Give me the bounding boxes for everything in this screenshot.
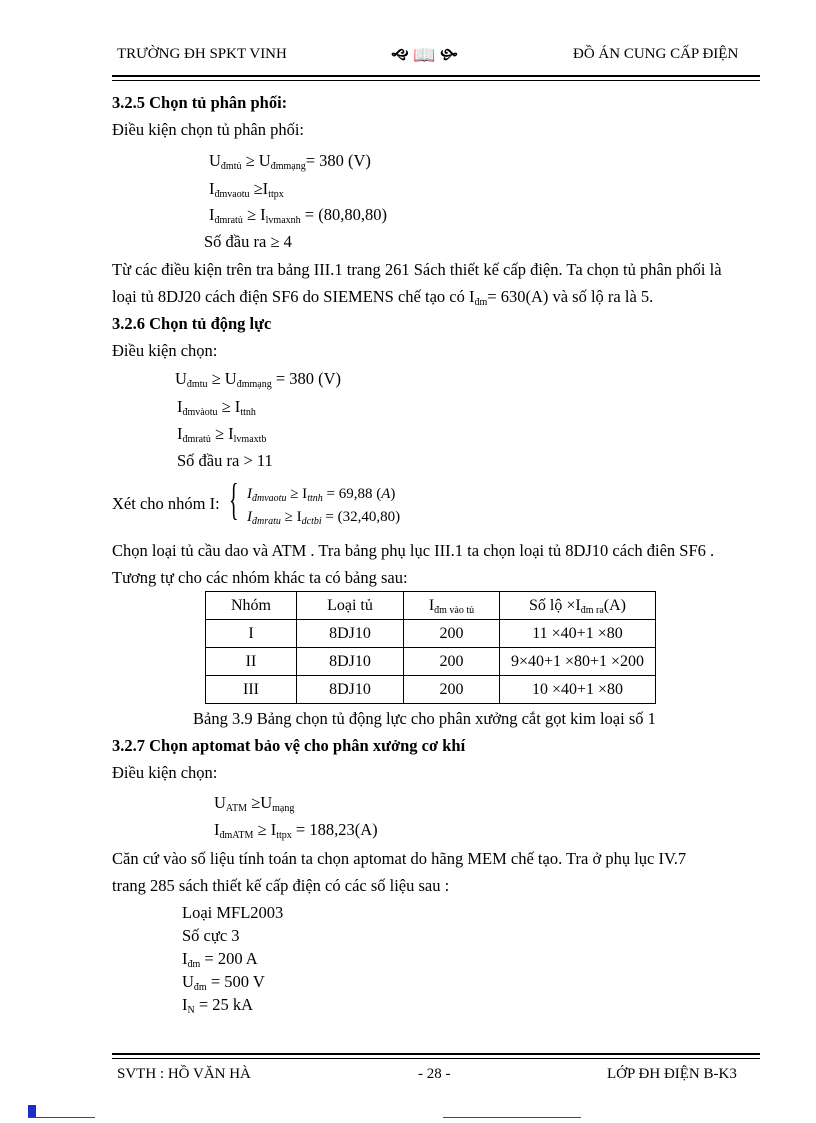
table-cell: 11 ×40+1 ×80	[500, 620, 656, 648]
header-school: TRƯỜNG ĐH SPKT VINH	[117, 46, 287, 62]
sec326-para-line2: Tương tự cho các nhóm khác ta có bảng sau:	[112, 568, 408, 587]
footer-class: LỚP ĐH ĐIỆN B-K3	[607, 1066, 737, 1082]
table-cell: 200	[404, 676, 500, 704]
footer-rule-thin	[112, 1058, 760, 1059]
sec327-cond-2: $I_{đmATM} \ge I_{ttpx} = 188,23(A)$	[214, 820, 378, 841]
table-cell: III	[206, 676, 297, 704]
table-cell: I	[206, 620, 297, 648]
group-label: Xét cho nhóm I:	[112, 494, 220, 513]
table-header-cell: Loại tủ	[297, 592, 404, 620]
spec-poles: Số cực 3	[182, 926, 240, 945]
sec326-cond-4: Số đầu ra > 11	[177, 451, 273, 470]
spec-breaking-current: $I_N = 25$ kA	[182, 995, 254, 1016]
ornament-left-icon: 🙙	[391, 45, 409, 65]
sec325-cond-2: $I_{đmvaotu} \ge I_{ttpx}$	[209, 179, 284, 200]
header-rule-thick	[112, 75, 760, 77]
sec326-cond-3: $I_{đmratủ} \ge I_{lvmaxtb}$	[177, 424, 267, 445]
sec325-cond-4: Số đầu ra ≥ 4	[204, 232, 292, 251]
link-marker-icon[interactable]	[28, 1105, 36, 1117]
table-cell: 8DJ10	[297, 620, 404, 648]
table-cell: 8DJ10	[297, 676, 404, 704]
section-title-326: 3.2.6 Chọn tủ động lực	[112, 314, 272, 333]
sec326-cond-1: $U_{đmtu} \ge U_{đmmạng} = 380$ (V)	[175, 369, 342, 390]
sec327-cond-1: $U_{ATM} \ge U_{mạng}$	[214, 793, 295, 814]
sec327-intro: Điều kiện chọn:	[112, 763, 218, 782]
table-header-cell: Số lộ $\times I_{đm ra}(A)$	[500, 592, 656, 620]
sec325-para-line1: Từ các điều kiện trên tra bảng III.1 trang 261 Sách thiết kế cấp điện. Ta chọn tủ phân phối là	[112, 260, 722, 279]
header-ornament	[391, 43, 458, 73]
table-row	[206, 648, 656, 676]
table-cell: 200	[404, 620, 500, 648]
table-row	[206, 676, 656, 704]
table-cell: 200	[404, 648, 500, 676]
section-title-325: 3.2.5 Chọn tủ phân phối:	[112, 93, 288, 112]
brace-icon: {	[229, 475, 239, 524]
book-icon: 📖	[413, 45, 436, 65]
header-rule-thin	[112, 80, 760, 81]
sec327-para-line2: trang 285 sách thiết kế cấp điện có các số liệu sau :	[112, 876, 450, 895]
table-row	[206, 620, 656, 648]
spec-rated-voltage: $U_{đm} = 500$ V	[182, 972, 265, 993]
table-cell: 8DJ10	[297, 648, 404, 676]
footer-student: SVTH : HỒ VĂN HÀ	[117, 1066, 251, 1082]
footer-rule-thick	[112, 1053, 760, 1055]
sec326-intro: Điều kiện chọn:	[112, 341, 218, 360]
sec326-para-line1: Chọn loại tủ cầu dao và ATM . Tra bảng phụ lục III.1 ta chọn loại tủ 8DJ10 cách điên SF6 .	[112, 541, 715, 560]
header-project: ĐỒ ÁN CUNG CẤP ĐIỆN	[573, 46, 739, 62]
sec326-cond-2: $I_{đmvàotu} \ge I_{ttnh}$	[177, 397, 256, 418]
table-caption: Bảng 3.9 Bảng chọn tủ động lực cho phân xưởng cắt gọt kim loại số 1	[193, 709, 656, 728]
section-title-327: 3.2.7 Chọn aptomat bảo vệ cho phân xưởng cơ khí	[112, 736, 466, 755]
footer-page-number: - 28 -	[418, 1066, 451, 1082]
table-header-row	[206, 592, 656, 620]
sec325-intro: Điều kiện chọn tủ phân phối:	[112, 120, 305, 139]
table-cell: 9×40+1 ×80+1 ×200	[500, 648, 656, 676]
link-underline-left[interactable]	[28, 1117, 95, 1118]
link-underline-center[interactable]	[443, 1117, 581, 1118]
table-cell: 10 ×40+1 ×80	[500, 676, 656, 704]
equation-1: $I_{đmvaotu} \ge I_{ttnh} = 69,88$ (A)	[247, 486, 396, 504]
sec325-cond-1: $U_{đmtủ} \ge U_{đmmạng}= 380$ (V)	[209, 151, 371, 172]
sec327-para-line1: Căn cứ vào số liệu tính toán ta chọn aptomat do hãng MEM chế tạo. Tra ở phụ lục IV.7	[112, 849, 687, 868]
sec325-para-line2: loại tủ 8DJ20 cách điện SF6 do SIEMENS chế tạo có $I_{đm}= 630(A)$ và số lộ ra là 5.	[112, 287, 654, 308]
table-header-cell: $I_{đm vào tủ}$	[404, 592, 500, 620]
table-cell: II	[206, 648, 297, 676]
spec-type: Loại MFL2003	[182, 903, 284, 922]
cabinet-table	[205, 591, 656, 704]
table-header-cell: Nhóm	[206, 592, 297, 620]
ornament-right-icon: 🙛	[440, 45, 458, 65]
sec325-cond-3: $I_{đmratủ} \ge I_{lvmaxnh} = (80,80,80)$	[209, 205, 387, 226]
spec-rated-current: $I_{đm} = 200$ A	[182, 949, 258, 970]
equation-2: $I_{đmratu} \ge I_{dctbi} = (32,40,80)$	[247, 509, 401, 527]
